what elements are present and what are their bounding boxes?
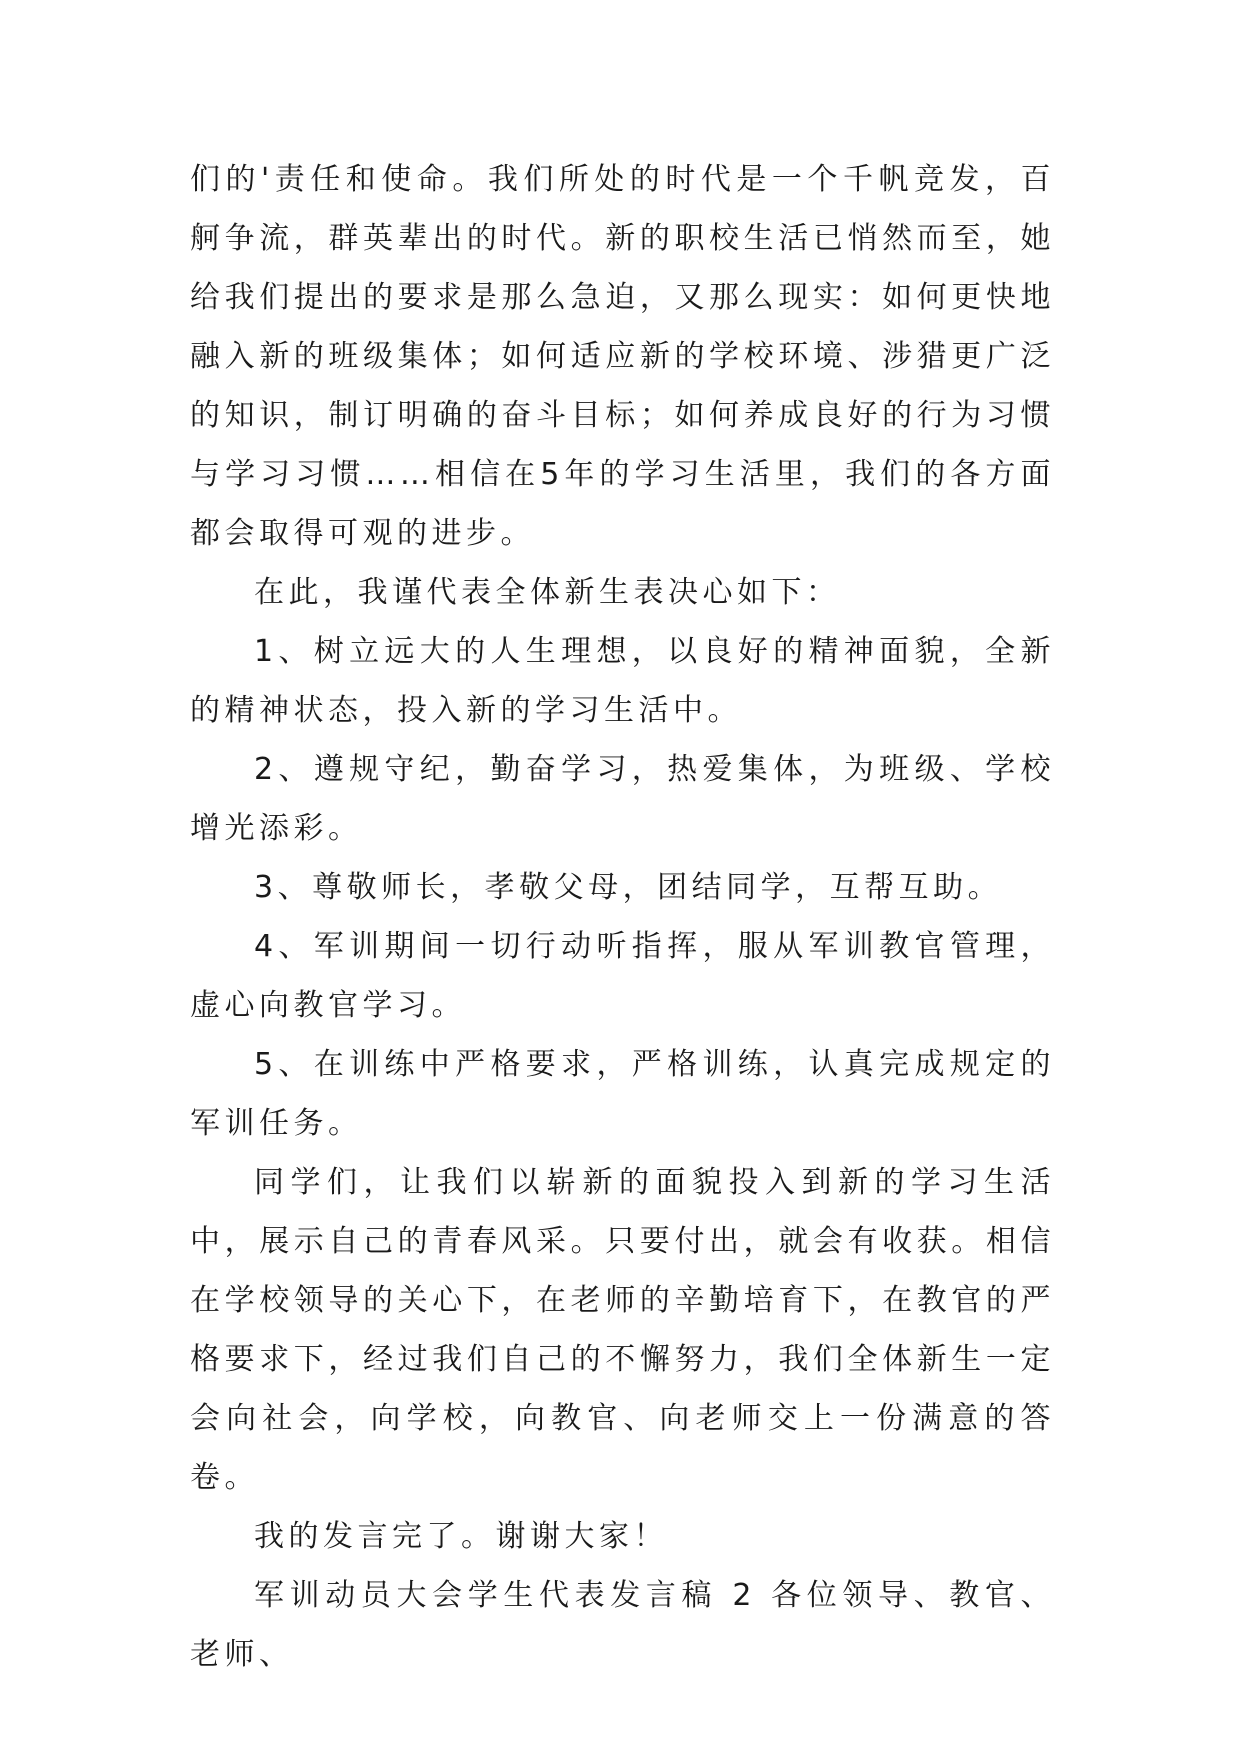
paragraph-resolution-intro: 在此，我谨代表全体新生表决心如下： [254, 575, 841, 610]
paragraph-item-2: 2、遵规守纪，勤奋学习，热爱集体，为班级、学校增光添彩。 [190, 752, 1055, 846]
paragraph-item-3: 3、尊敬师长，孝敬父母，团结同学，互帮互助。 [254, 870, 1003, 905]
paragraph-item-4: 4、军训期间一切行动听指挥，服从军训教官管理，虚心向教官学习。 [190, 929, 1055, 1023]
paragraph-next-speech-heading: 军训动员大会学生代表发言稿 2 各位领导、教官、老师、 [190, 1578, 1055, 1672]
document-body [190, 150, 1055, 1684]
paragraph-item-1: 1、树立远大的人生理想，以良好的精神面貌，全新的精神状态，投入新的学习生活中。 [190, 634, 1055, 728]
paragraph-closing: 我的发言完了。谢谢大家！ [254, 1519, 668, 1554]
paragraph-item-5: 5、在训练中严格要求，严格训练，认真完成规定的军训任务。 [190, 1047, 1055, 1141]
paragraph-appeal: 同学们，让我们以崭新的面貌投入到新的学习生活中，展示自己的青春风采。只要付出，就会有收获。相信在学校领导的关心下，在老师的辛勤培育下，在教官的严格要求下，经过我们自己的不懈努力，我们全体新生一定会向社会，向学校，向教官、向老师交上一份满意的答卷。 [190, 1165, 1055, 1495]
paragraph-continuation: 们的'责任和使命。我们所处的时代是一个千帆竞发，百舸争流，群英辈出的时代。新的职校生活已悄然而至，她给我们提出的要求是那么急迫，又那么现实：如何更快地融入新的班级集体；如何适应新的学校环境、涉猎更广泛的知识，制订明确的奋斗目标；如何养成良好的行为习惯与学习习惯……相信在5年的学习生活里，我们的各方面都会取得可观的进步。 [190, 162, 1055, 551]
